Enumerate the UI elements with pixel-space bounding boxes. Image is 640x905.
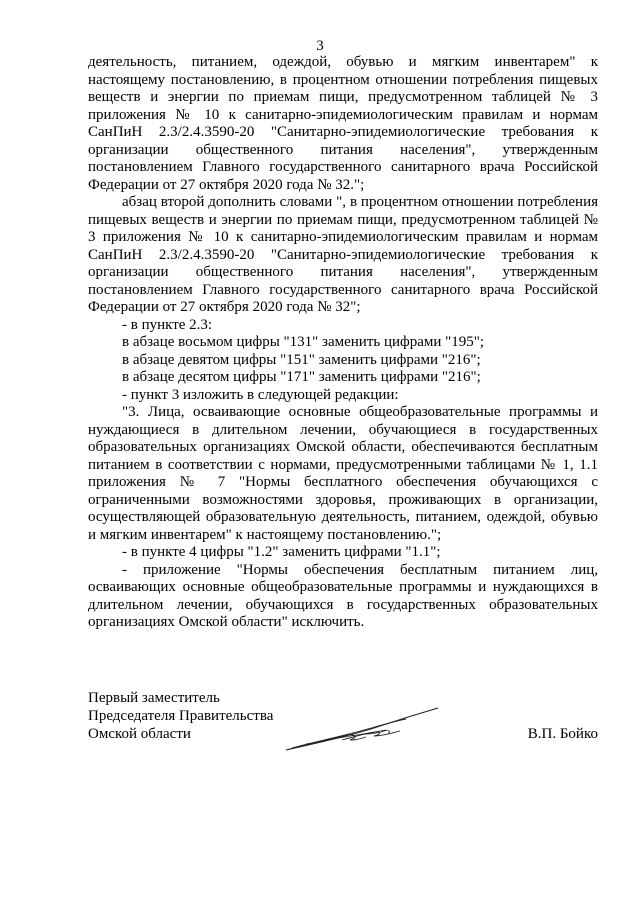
- paragraph-punkt-4: - в пункте 4 цифры "1.2" заменить цифрами "1.1";: [122, 544, 441, 560]
- signatory-position-line: Омской области: [88, 726, 191, 742]
- signatory-name: В.П. Бойко: [527, 726, 598, 742]
- signatory-position-line: Первый заместитель: [88, 690, 220, 706]
- paragraph-abzac-vtoroy: абзац второй дополнить словами ", в процентном отношении потребления пищевых веществ и энергии по приемам пищи, предусмотренном таблицей № 3 приложения № 10 к санитарно-эпидемиологическим правилам и нормам СанПиН 2.3/2.4.3590-20 "Санитарно-эпидемиологические требования к организации общественного питания населения", утвержденным постановлением Главного государственного санитарного врача Российской Федерации от 27 октября 2020 года № 32";: [88, 194, 598, 315]
- paragraph-punkt-2-3: - в пункте 2.3:: [122, 316, 213, 333]
- handwritten-signature: [282, 704, 442, 754]
- paragraph-punkt-3-intro: - пункт 3 изложить в следующей редакции:: [122, 386, 399, 403]
- paragraph-continuation: деятельность, питанием, одеждой, обувью и мягким инвентарем" к настоящему постановлению, в процентном отношении потребления пищевых веществ и энергии по приемам пищи, предусмотренном таблицей № 3 приложения № 10 к санитарно-эпидемиологическим правилам и нормам СанПиН 2.3/2.4.3590-20 "Санитарно-эпидемиологические требования к организации общественного питания населения", утвержденным постановлением Главного государственного санитарного врача Российской Федерации от 27 октября 2020 года № 32.";: [88, 54, 598, 193]
- page-number: 3: [316, 38, 324, 54]
- signatory-position-line: Председателя Правительства: [88, 708, 274, 724]
- paragraph-abzac-9: в абзаце девятом цифры "151" заменить цифрами "216";: [122, 351, 481, 368]
- document-body: [88, 54, 598, 632]
- paragraph-abzac-10: в абзаце десятом цифры "171" заменить цифрами "216";: [122, 369, 481, 385]
- paragraph-prilozhenie: - приложение "Нормы обеспечения бесплатным питанием лиц, осваивающих основные общеобразовательные программы и нуждающихся в длительном лечении, обучающихся в государственных образовательных организациях Омской области" исключить.: [88, 561, 598, 630]
- paragraph-abzac-8: в абзаце восьмом цифры "131" заменить цифрами "195";: [122, 334, 485, 350]
- paragraph-punkt-3-text: "3. Лица, осваивающие основные общеобразовательные программы и нуждающиеся в длительном лечении, обучающиеся в государственных образовательных организациях Омской области, обеспечиваются бесплатным питанием в соответствии с нормами, предусмотренными таблицами № 1, 1.1 приложения № 7 "Нормы бесплатного обеспечения обучающихся с ограниченными возможностями здоровья, проживающих в организации, осуществляющей образовательную деятельность, питанием, одеждой, обувью и мягким инвентарем" к настоящему постановлению.";: [88, 404, 598, 543]
